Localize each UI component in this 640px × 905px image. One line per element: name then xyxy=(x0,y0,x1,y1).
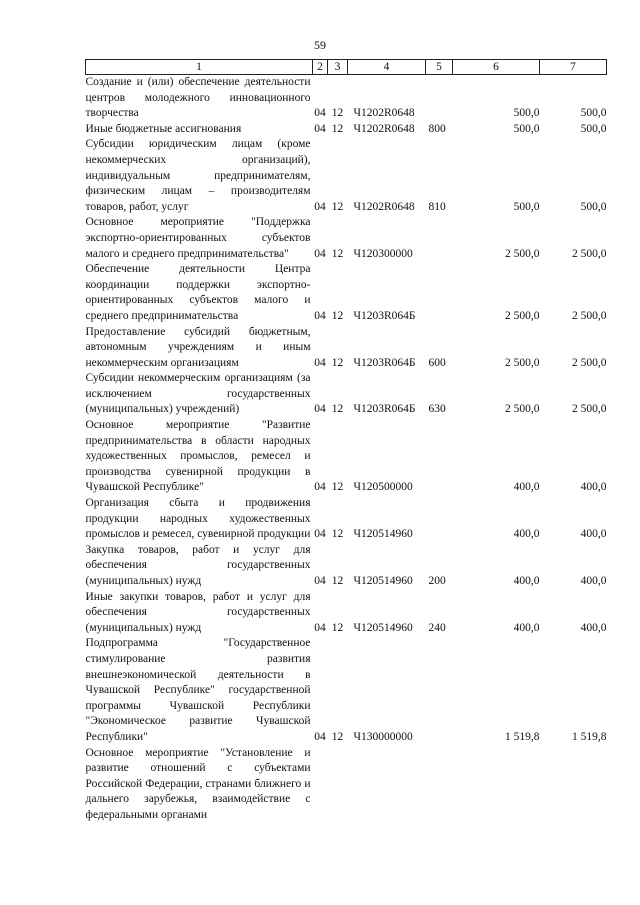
row-subsection: 12 xyxy=(331,247,344,260)
row-subsection: 12 xyxy=(331,528,344,541)
row-sum-2: 1 519,8 xyxy=(572,730,607,743)
row-sum-2: 400,0 xyxy=(580,528,607,541)
row-name: Организация сбыта и продвижения продукции народных художественных промыслов и ремесел, сувенирной продукции xyxy=(85,497,311,541)
row-target-code: Ч1202R0648 xyxy=(353,200,415,213)
row-name: Обеспечение деятельности Центра координации поддержки экспортно-ориентированных субъектов малого и среднего предпринимательства xyxy=(85,263,311,322)
header-col-3: 3 xyxy=(328,60,348,75)
row-sum-2: 500,0 xyxy=(580,122,607,135)
row-sum-1: 500,0 xyxy=(513,107,540,120)
row-name: Подпрограмма "Государственное стимулирование развития внешнеэкономической деятельности в Чувашской Республике" государственной программы Чувашской Республики "Экономическое развитие Чувашской Республики" xyxy=(85,637,311,743)
row-subsection: 12 xyxy=(331,621,344,634)
header-col-1: 1 xyxy=(86,60,313,75)
budget-table xyxy=(85,59,607,824)
row-section: 04 xyxy=(314,481,326,494)
row-expense-type xyxy=(426,75,453,122)
row-name: Иные бюджетные ассигнования xyxy=(85,122,242,135)
row-target-code: Ч130000000 xyxy=(353,730,413,743)
row-name: Субсидии некоммерческим организациям (за исключением государственных (муниципальных) учреждений) xyxy=(85,372,311,416)
page-number: 59 xyxy=(314,38,326,52)
row-sum-2: 2 500,0 xyxy=(572,247,607,260)
row-name: Создание и (или) обеспечение деятельности центров молодежного инновационного творчества xyxy=(85,76,311,120)
row-expense-type xyxy=(426,746,453,824)
row-subsection: 12 xyxy=(331,403,344,416)
row-expense-type: 800 xyxy=(428,122,446,135)
row-expense-type xyxy=(426,496,453,543)
row-expense-type: 200 xyxy=(428,575,446,587)
row-target-code: Ч1202R0648 xyxy=(353,107,415,120)
row-sum-2: 400,0 xyxy=(580,481,607,494)
row-sum-1: 400,0 xyxy=(513,621,540,634)
table-row xyxy=(86,122,607,138)
row-expense-type xyxy=(426,418,453,496)
row-subsection: 12 xyxy=(331,481,344,494)
table-row xyxy=(86,75,607,122)
table-row xyxy=(86,262,607,324)
row-target-code: Ч120300000 xyxy=(353,247,413,260)
row-target-code: Ч120514960 xyxy=(353,575,413,587)
row-section: 04 xyxy=(314,107,326,120)
row-target-code: Ч1203R064Б xyxy=(353,309,416,322)
table-row xyxy=(86,418,607,496)
table-row xyxy=(86,325,607,372)
row-sum-1: 500,0 xyxy=(513,200,540,213)
row-subsection: 12 xyxy=(331,200,344,213)
row-section: 04 xyxy=(314,730,326,743)
row-sum-1 xyxy=(453,746,540,824)
table-row xyxy=(86,636,607,745)
row-section: 04 xyxy=(314,122,326,135)
header-col-6: 6 xyxy=(453,60,540,75)
row-subsection: 12 xyxy=(331,122,344,135)
row-section: 04 xyxy=(314,200,326,213)
row-expense-type: 600 xyxy=(428,356,446,369)
row-subsection xyxy=(328,746,348,824)
table-row xyxy=(86,137,607,215)
row-subsection: 12 xyxy=(331,575,344,587)
header-col-7: 7 xyxy=(540,60,607,75)
table-row xyxy=(86,590,607,637)
row-expense-type xyxy=(426,262,453,324)
row-sum-1: 2 500,0 xyxy=(505,356,540,369)
row-section: 04 xyxy=(314,403,326,416)
row-section: 04 xyxy=(314,309,326,322)
row-sum-2: 2 500,0 xyxy=(572,356,607,369)
row-subsection: 12 xyxy=(331,309,344,322)
row-sum-1: 2 500,0 xyxy=(505,403,540,416)
row-name: Закупка товаров, работ и услуг для обеспечения государственных (муниципальных) нужд xyxy=(85,543,311,587)
table-row xyxy=(86,746,607,824)
row-section: 04 xyxy=(314,356,326,369)
row-section xyxy=(313,746,328,824)
row-sum-2 xyxy=(540,746,607,824)
header-col-4: 4 xyxy=(348,60,426,75)
row-target-code: Ч120514960 xyxy=(353,528,413,541)
row-subsection: 12 xyxy=(331,356,344,369)
row-sum-1: 500,0 xyxy=(513,122,540,135)
row-sum-2: 500,0 xyxy=(580,107,607,120)
row-name: Иные закупки товаров, работ и услуг для обеспечения государственных (муниципальных) нужд xyxy=(85,590,311,634)
row-name: Предоставление субсидий бюджетным, автономным учреждениям и иным некоммерческим организациям xyxy=(85,325,311,369)
row-section: 04 xyxy=(314,528,326,541)
table-row xyxy=(86,371,607,418)
row-target-code: Ч120500000 xyxy=(353,481,413,494)
row-sum-1: 400,0 xyxy=(513,528,540,541)
table-row xyxy=(86,543,607,590)
row-sum-2: 2 500,0 xyxy=(572,403,607,416)
row-sum-2: 2 500,0 xyxy=(572,309,607,322)
row-expense-type: 630 xyxy=(428,403,446,416)
row-section: 04 xyxy=(314,621,326,634)
row-section: 04 xyxy=(314,247,326,260)
row-name: Основное мероприятие "Поддержка экспортно-ориентированных субъектов малого и среднего предпринимательства" xyxy=(85,216,311,260)
row-target-code: Ч1203R064Б xyxy=(353,356,416,369)
row-sum-2: 500,0 xyxy=(580,200,607,213)
row-name: Субсидии юридическим лицам (кроме некоммерческих организаций), индивидуальным предпринимателям, физическим лицам – производителям товаров, работ, услуг xyxy=(85,138,311,213)
header-col-2: 2 xyxy=(313,60,328,75)
row-sum-1: 2 500,0 xyxy=(505,309,540,322)
row-sum-1: 2 500,0 xyxy=(505,247,540,260)
row-expense-type: 240 xyxy=(428,621,446,634)
table-header-row xyxy=(86,60,607,75)
row-sum-1: 400,0 xyxy=(513,481,540,494)
table-row xyxy=(86,215,607,262)
row-sum-2: 400,0 xyxy=(580,575,607,587)
row-sum-1: 400,0 xyxy=(513,575,540,587)
row-target-code: Ч1203R064Б xyxy=(353,403,416,416)
row-target-code xyxy=(348,746,426,824)
row-name: Основное мероприятие "Установление и развитие отношений с субъектами Российской Федерации, странами ближнего и дальнего зарубежья, взаимодействие с федеральными органами xyxy=(85,746,311,821)
row-section: 04 xyxy=(314,575,326,587)
header-col-5: 5 xyxy=(426,60,453,75)
row-target-code: Ч120514960 xyxy=(353,621,413,634)
row-expense-type xyxy=(426,215,453,262)
row-sum-2: 400,0 xyxy=(580,621,607,634)
row-sum-1: 1 519,8 xyxy=(505,730,540,743)
row-expense-type xyxy=(426,636,453,745)
row-name: Основное мероприятие "Развитие предпринимательства в области народных художественных промыслов, ремесел и производства сувенирной продукции в Чувашской Республике" xyxy=(85,419,311,494)
row-subsection: 12 xyxy=(331,107,344,120)
row-expense-type: 810 xyxy=(428,200,446,213)
table-row xyxy=(86,496,607,543)
row-target-code: Ч1202R0648 xyxy=(353,122,415,135)
row-subsection: 12 xyxy=(331,730,344,743)
